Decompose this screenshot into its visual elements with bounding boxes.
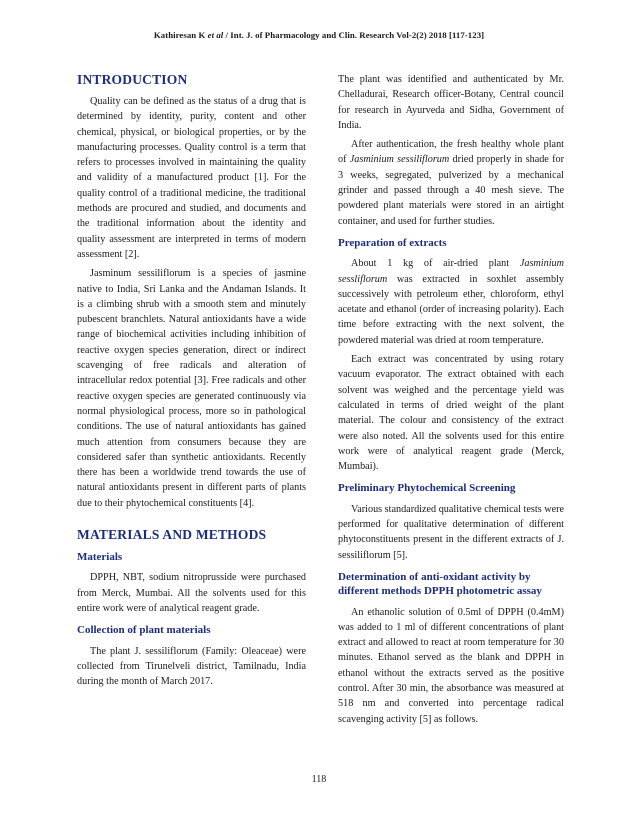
dpph-heading: Determination of anti-oxidant activity by different methods DPPH photometric assay (338, 570, 542, 598)
species-name-2: Jasminium sessliflorum (338, 258, 564, 285)
phytochemical-paragraph: Various standardized qualitative chemical tests were performed for qualitative determination of different phytoconstituents present in the different extracts of J. sessiliflorum [5]. (338, 503, 565, 561)
right-column (338, 72, 564, 731)
dpph-paragraph: An ethanolic solution of 0.5ml of DPPH (0.4mM) was added to 1 ml of different concentrations of plant extract and allowed to react at room temperature for 30 minutes. Ethanol served as the blank and DPPH in ethanol without the extracts served as the positive control. After 30 min, the absorbance was measured at 518 nm and converted into percentage radical scavenging activity [5] as follows. (338, 606, 564, 725)
authentication-text-b: dried properly in shade for 3 weeks, segregated, pulverized by a mechanical grinder and passed through a 40 mesh sieve. The powdered plant materials were stored in an airtight container, and used for further studies. (338, 154, 564, 227)
preparation-paragraph-2: Each extract was concentrated by using rotary vacuum evaporator. The extract obtained with each solvent was weighed and the percentage yield was calculated in terms of dried weight of the plant material. The colour and consistency of the extract were also noted. All the solvents used for this entire work were of analytical reagent grade (Merck, Mumbai). (338, 354, 564, 473)
collection-heading: Collection of plant materials (77, 624, 211, 637)
species-name: Jasminium sessiliflorum (349, 154, 450, 166)
preparation-text-a: About 1 kg of air-dried plant (351, 258, 520, 270)
left-column (77, 72, 306, 693)
introduction-heading: INTRODUCTION (77, 72, 188, 87)
collection-paragraph: The plant J. sessiliflorum (Family: Oleaceae) were collected from Tirunelveli district, Tamilnadu, India during the month of March 2017. (77, 645, 306, 688)
header-author: Kathiresan K (153, 30, 206, 40)
authentication-text-a: After authentication, the fresh healthy whole plant of (338, 139, 564, 166)
preparation-heading: Preparation of extracts (338, 236, 447, 249)
preparation-paragraph-1 (338, 256, 564, 348)
header-etal: et al (207, 30, 224, 40)
materials-methods-heading: MATERIALS AND METHODS (77, 527, 267, 543)
authentication-paragraph (338, 137, 564, 229)
preparation-text-b: was extracted in soxhlet assembly successively with petroleum ether, chloroform, ethyl acetate and ethanol (order of increasing polarity). Each time before extracting with the next solvent, the powdered material was dried at room temperature. (338, 273, 564, 346)
identification-paragraph: The plant was identified and authenticated by Mr. Chelladurai, Research officer-Botany, Central council for research in Ayurveda and Sidha, Government of India. (338, 74, 564, 131)
header-journal: / Int. J. of Pharmacology and Clin. Research Vol-2(2) 2018 [117-123] (225, 30, 485, 40)
phytochemical-heading: Preliminary Phytochemical Screening (338, 482, 516, 495)
materials-paragraph: DPPH, NBT, sodium nitroprusside were purchased from Merck, Mumbai. All the solvents used for this entire work were of analytical reagent grade. (77, 572, 306, 614)
running-header (0, 30, 638, 40)
intro-paragraph-2: Jasminum sessiliflorum is a species of jasmine native to India, Sri Lanka and the Andaman Islands. It is a climbing shrub with a smooth stem and minutely pubescent branchlets. Natural antioxidants have a wide range of biochemical activities including inhibition of reactive oxygen species generation, direct or indirect scavenging of free radicals and alteration of intracellular redox potential [3]. Free radicals and other reactive oxygen species are generated continuously via normal physiological process, more so in pathological conditions. The use of natural antioxidants has gained much attention from consumers because they are considered safer than synthetic antioxidants. Recently there has been a worldwide trend towards the use of natural antioxidants present in different parts of plants due to their phytochemical constituents [4]. (77, 268, 306, 509)
intro-paragraph-1: Quality can be defined as the status of a drug that is determined by identity, purity, content and other chemical, physical, or biological properties, or by the manufacturing processes. Quality control is a term that refers to processes involved in maintaining the quality and validity of a manufactured product [1]. For the quality control of a traditional medicine, the traditional methods are procured and studied, and documents and the traditional information about the identity and quality assessment are interpreted in terms of modern assessment [2]. (77, 96, 306, 260)
page-number: 118 (311, 774, 327, 785)
materials-heading: Materials (77, 551, 123, 564)
